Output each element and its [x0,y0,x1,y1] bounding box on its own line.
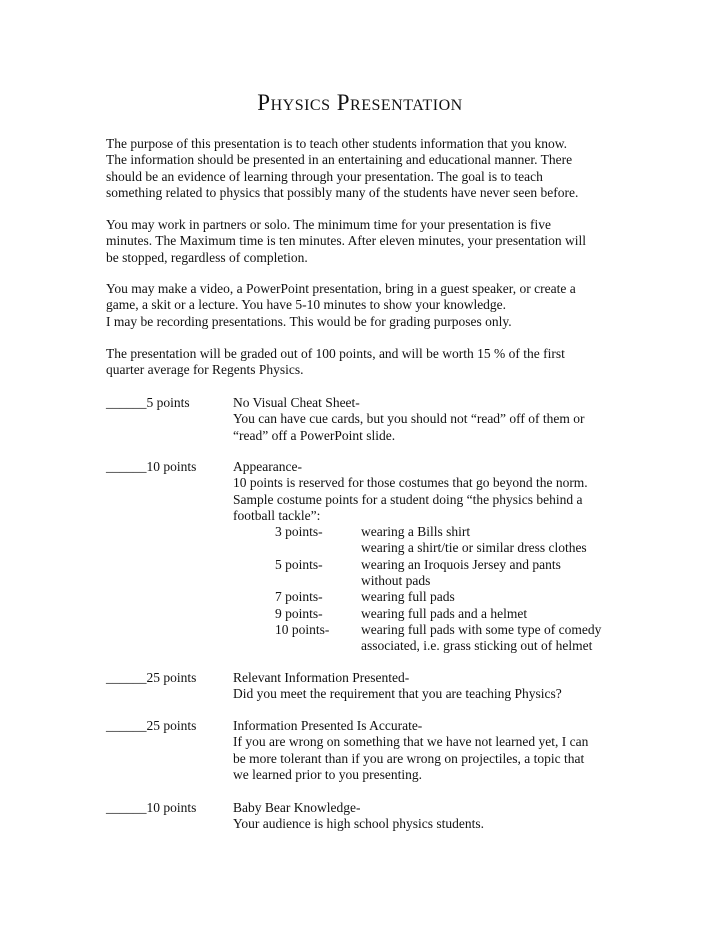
costume-row [233,622,633,638]
text-line: minutes. The Maximum time is ten minutes. After eleven minutes, your presentation will [106,233,587,249]
text-line: Your audience is high school physics students. [233,816,484,832]
points-blank: ______10 points [106,800,197,815]
costume-row [233,557,633,573]
points-blank: ______25 points [106,718,197,733]
page-title: Physics Presentation [257,90,463,115]
costume-description: without pads [361,573,431,589]
costume-points: 7 points- [275,589,323,605]
text-line: If you are wrong on something that we have not learned yet, I can [233,734,589,750]
text-line: something related to physics that possibly many of the students have never seen before. [106,184,579,200]
rubric-heading: Baby Bear Knowledge- [233,800,361,815]
costume-points: 9 points- [275,605,323,621]
costume-row [233,573,633,589]
points-blank: ______5 points [106,395,190,410]
costume-description: wearing full pads [361,589,455,605]
costume-row [233,524,633,540]
text-line: You may make a video, a PowerPoint presentation, bring in a guest speaker, or create a [106,281,576,296]
rubric-heading: Information Presented Is Accurate- [233,718,423,733]
text-line: I may be recording presentations. This would be for grading purposes only. [106,313,512,329]
text-line: football tackle”: [233,507,321,523]
costume-points: 10 points- [275,621,330,637]
intro-format-paragraph [106,281,626,330]
text-line: should be an evidence of learning through your presentation. The goal is to teach [106,168,543,184]
intro-grading-paragraph [106,346,626,379]
costume-row [233,589,633,605]
costume-description: wearing an Iroquois Jersey and pants [361,556,561,572]
intro-purpose-paragraph [106,136,626,201]
text-line: Did you meet the requirement that you are teaching Physics? [233,686,562,702]
costume-points: 5 points- [275,556,323,572]
text-line: quarter average for Regents Physics. [106,362,304,378]
text-line: game, a skit or a lecture. You have 5-10 minutes to show your knowledge. [106,297,507,313]
rubric-heading: Appearance- [233,459,302,474]
text-line: The purpose of this presentation is to teach other students information that you know. [106,136,568,151]
costume-description: associated, i.e. grass sticking out of helmet [361,638,593,654]
text-line: The presentation will be graded out of 100 points, and will be worth 15 % of the first [106,346,565,361]
text-line: we learned prior to you presenting. [233,766,422,782]
rubric-heading: Relevant Information Presented- [233,670,410,685]
text-line: “read” off a PowerPoint slide. [233,427,396,443]
costume-description: wearing a Bills shirt [361,524,471,540]
text-line: You may work in partners or solo. The minimum time for your presentation is five [106,217,551,232]
intro-time-paragraph [106,217,626,266]
costume-row [233,540,633,556]
costume-points: 3 points- [275,524,323,540]
text-line: You can have cue cards, but you should not “read” off of them or [233,411,585,427]
rubric-heading: No Visual Cheat Sheet- [233,395,360,410]
points-blank: ______25 points [106,670,197,685]
costume-description: wearing a shirt/tie or similar dress clothes [361,540,587,556]
points-blank: ______10 points [106,459,197,474]
text-line: 10 points is reserved for those costumes that go beyond the norm. [233,475,588,491]
costume-description: wearing full pads with some type of comedy [361,621,602,637]
text-line: Sample costume points for a student doing “the physics behind a [233,491,583,507]
costume-row [233,638,633,654]
text-line: The information should be presented in an entertaining and educational manner. There [106,152,573,168]
text-line: be more tolerant than if you are wrong on projectiles, a topic that [233,750,585,766]
costume-description: wearing full pads and a helmet [361,605,528,621]
costume-row [233,606,633,622]
text-line: be stopped, regardless of completion. [106,249,308,265]
